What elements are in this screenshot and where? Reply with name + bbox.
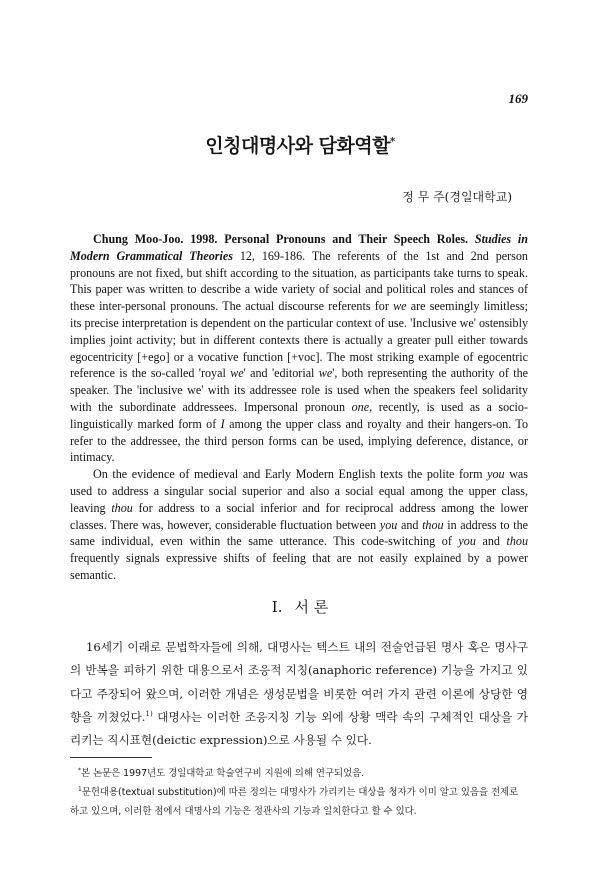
italic-term: thou <box>506 534 528 549</box>
abstract <box>70 231 528 584</box>
italic-term: we <box>393 299 407 314</box>
abstract-text: On the evidence of medieval and Early Modern English texts the polite form <box>93 467 483 482</box>
footnote-divider <box>70 757 152 758</box>
abstract-paragraph-2 <box>70 466 528 584</box>
footnote-reference: 1) <box>145 710 153 719</box>
abstract-text: The referents of the 1st and 2nd person pronouns are not fixed, but shift according to the situation, as participants take turns to speak. This paper was written to describe a wide variety of social and political roles and stances of these inter-personal pronouns. The actual discourse referents for <box>70 248 528 314</box>
abstract-text: and <box>482 534 500 549</box>
abstract-text: are seemingly limitless; its precise interpretation is dependent on the particular context of use. 'Inclusive we' ostensibly implies joint activity; but in different contexts there is actually a greater pull either towards egocentricity [+ego] or a vocative function [+voc]. The most striking example of egocentric reference is the so-called 'royal <box>70 299 528 381</box>
author-line: 정 무 주(경일대학교) <box>402 190 512 204</box>
section-number: I. <box>271 598 283 616</box>
body-paragraph-1 <box>70 636 528 752</box>
italic-term: you <box>487 467 505 482</box>
abstract-paragraph-1 <box>70 231 528 466</box>
body-sentence: 16세기 이래로 문법학자들에 의해, 대명사는 텍스트 내의 전술언급된 명사 혹은 명사구의 반복을 피하기 위한 대용으로서 조응적 지칭(anaphoric reference) 기능을 가지고 있다고 주장되어 왔으며, 이러한 개념은 생성문법을 비롯한 여러 가지 관련 이론에 상당한 영향을 끼쳤었다. <box>70 640 528 724</box>
italic-term: we <box>230 366 244 381</box>
italic-term: thou <box>422 517 444 532</box>
journal-name: Studies in Modern Grammatical Theories <box>70 232 528 263</box>
abstract-text: ', both representing the authority of the speaker. The 'inclusive we' with its addressee role is used when the speakers feel solidarity with the subordinate addressees. Impersonal pronoun <box>70 366 528 414</box>
abstract-text: ' and 'editorial <box>243 366 315 381</box>
title-footnote-mark: * <box>389 136 395 148</box>
italic-term: we <box>318 366 333 381</box>
italic-term: thou <box>111 500 133 515</box>
citation: Chung Moo-Joo. 1998. Personal Pronouns and Their Speech Roles. <box>93 232 469 246</box>
italic-term: I <box>220 416 225 431</box>
abstract-text: recently, is used as a socio- linguistically marked form of <box>70 399 528 431</box>
italic-term: you <box>379 517 398 532</box>
abstract-text: frequently signals expressive shifts of feeling that are not easily explained by a power semantic. <box>70 551 528 582</box>
footnote-mark: * <box>78 766 81 774</box>
footnote-text: 문헌대용(textual substitution)에 따른 정의는 대명사가 가리키는 대상을 청자가 이미 알고 있음을 전제로 하고 있으며, 이러한 점에서 대명사의 기능은 정관사의 기능과 일치한다고 할 수 있다. <box>70 787 519 817</box>
footnote-1 <box>70 783 528 821</box>
abstract-text: among the upper class and royalty and their hangers-on. To refer to the addressee, the third person forms can be used, implying deference, distance, or intimacy. <box>70 416 528 465</box>
abstract-text: in address to the same individual, even within the same utterance. This code-switching of <box>70 517 528 549</box>
page-number: 169 <box>508 91 528 106</box>
abstract-text: and <box>400 517 419 532</box>
body-sentence: 대명사는 이러한 조응지칭 기능 외에 상황 맥락 속의 구체적인 대상을 가리키는 직시표현(deictic expression)으로 사용될 수 있다. <box>70 709 528 748</box>
footnotes <box>70 764 528 821</box>
section-heading <box>0 596 600 617</box>
body-text <box>70 636 528 752</box>
footnote-text: 본 논문은 1997년도 경일대학교 학술연구비 지원에 의해 연구되었음. <box>81 768 365 779</box>
section-title: 서 론 <box>294 598 329 616</box>
footnote-star <box>70 764 528 783</box>
footnote-mark: 1 <box>78 785 82 793</box>
abstract-text: was used to address a singular social superior and also a social equal among the upper class, leaving <box>70 467 528 515</box>
italic-term: you <box>458 534 476 549</box>
paper-title <box>0 131 600 158</box>
volume-pages: 12, 169-186. <box>239 248 306 263</box>
title-text: 인칭대명사와 담화역할 <box>205 135 390 157</box>
abstract-text: for address to a social inferior and for reciprocal address among the lower classes. There was, however, considerable fluctuation between <box>70 500 528 532</box>
italic-term: one, <box>351 399 373 414</box>
